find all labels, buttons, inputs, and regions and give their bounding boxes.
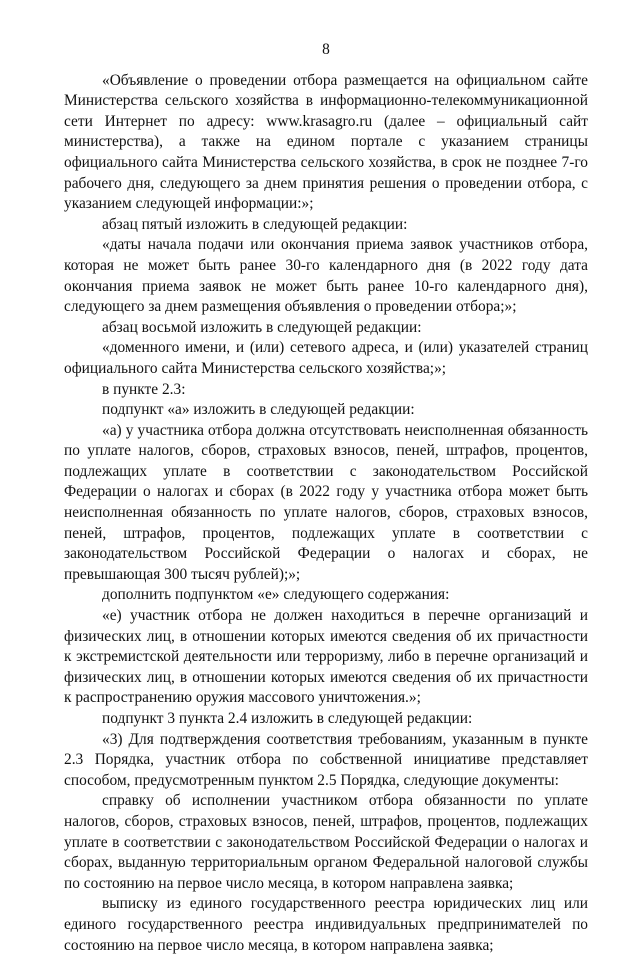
paragraph-announcement: «Объявление о проведении отбора размещается на официальном сайте Министерства сельского хозяйства в информационно-телекоммуникационной сети Интернет по адресу: www.krasagro.ru (далее – официальный сайт министерства), а также на едином портале с указанием страницы официального сайта Министерства сельского хозяйства, в срок не позднее 7-го рабочего дня, следующего за днем принятия решения о проведении отбора, с указанием следующей информации:»; — [64, 71, 588, 213]
paragraph-application-dates: «даты начала подачи или окончания приема заявок участников отбора, которая не может быть ранее 30-го календарного дня (в 2022 году дата окончания приема заявок не может быть ранее 10-го календарного дня), следующего за днем размещения объявления о проведении отбора;»; — [64, 236, 588, 316]
paragraph-amend-clause-8: абзац восьмой изложить в следующей редакции: — [102, 318, 422, 336]
paragraph-subitem-e-text: «е) участник отбора не должен находиться в перечне организаций и физических лиц, в отношении которых имеются сведения об их причастности к экстремистской деятельности или терроризму, либо в перечне организаций и физических лиц, в отношении которых имеются сведения об их причастности к распространению оружия массового уничтожения.»; — [64, 607, 588, 707]
paragraph-subitem-3-header: подпункт 3 пункта 2.4 изложить в следующей редакции: — [102, 710, 473, 727]
paragraph-subitem-3-text: «3) Для подтверждения соответствия требованиям, указанным в пункте 2.3 Порядка, участник отбора по собственной инициативе представляет способом, предусмотренным пунктом 2.5 Порядка, следующие документы: — [64, 730, 588, 789]
paragraph-subitem-a-header: подпункт «а» изложить в следующей редакции: — [102, 401, 415, 419]
page-number: 8 — [322, 41, 330, 58]
paragraph-item-2-3: в пункте 2.3: — [102, 380, 186, 398]
paragraph-tax-certificate: справку об исполнении участником отбора обязанности по уплате налогов, сборов, страховых взносов, пеней, штрафов, процентов, подлежащих уплате в соответствии с законодательством Российской Федерации о налогах и сборах, выданную территориальным органом Федеральной налоговой службы по состоянию на первое число месяца, в котором направлена заявка; — [64, 792, 588, 892]
paragraph-subitem-a-text: «а) у участника отбора должна отсутствовать неисполненная обязанность по уплате налогов, сборов, страховых взносов, пеней, штрафов, процентов, подлежащих уплате в соответствии с законодательством Российской Федерации о налогах и сборах (в 2022 году у участника отбора может быть неисполненная обязанность по уплате налогов, сборов, страховых взносов, пеней, штрафов, процентов, подлежащих уплате в соответствии с законодательством Российской Федерации о налогах и сборах, не превышающая 300 тысяч рублей);»; — [64, 421, 588, 583]
paragraph-registry-extract: выписку из единого государственного реестра юридических лиц или единого государственного реестра индивидуальных предпринимателей по состоянию на первое число месяца, в котором направлена заявка; — [64, 895, 588, 954]
paragraph-subitem-e-header: дополнить подпунктом «е» следующего содержания: — [102, 586, 450, 604]
paragraph-amend-clause-5: абзац пятый изложить в следующей редакции: — [102, 215, 408, 233]
paragraph-domain-name: «доменного имени, и (или) сетевого адреса, и (или) указателей страниц официального сайта Министерства сельского хозяйства;»; — [64, 339, 588, 377]
